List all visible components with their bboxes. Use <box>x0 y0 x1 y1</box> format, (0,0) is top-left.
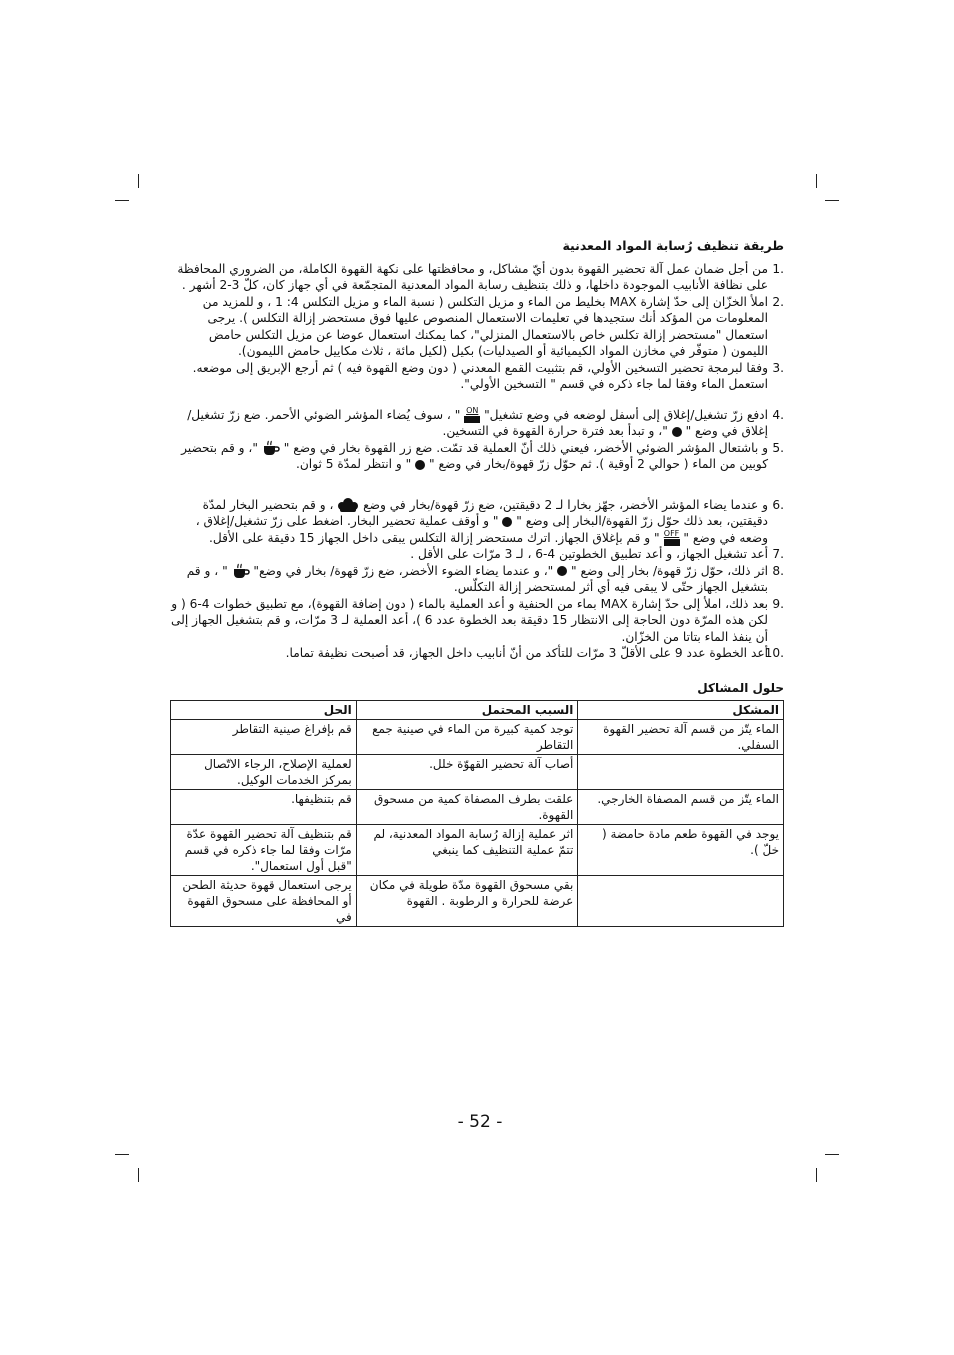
step-9 <box>170 596 784 646</box>
step-text <box>170 563 768 596</box>
step-text: املأ الخزّان إلى حدّ إشارة MAX بخليط من الماء و مزيل التكلس ( نسبة الماء و مزيل التكلس 4: 1 ، و للمزيد من المعلومات من المؤكد أنك ستجيدها في تعليمات الاستعمال المنصوص عليها فوق مستحضر إزالة التكلس ). يرجى استعمال "مستحضر إزالة تكلس خاص بالاستعمال المنزلي"، كما يمكنك استعمال عوضا عن مزيل التكلس حامض الليمون ( متوفّر في مخازن المواد الكيميائية أو الصيدليات) بكيل (لكيل مائة ، ثلاث مكاييل حامض الليمون). <box>202 294 768 358</box>
header-solution: الحل <box>171 701 357 720</box>
step-number: 10. <box>764 646 784 660</box>
step-text: من أجل ضمان عمل آلة تحضير القهوة بدون أيّ مشاكل، و محافظتها على نكهة القهوة الكاملة، من الضروري المحافظة على نظافة الأنابيب الموجودة داخلها، و ذلك بتنظيف رسابة المواد المعدنية المتجمّعة في أي جهاز كان، كلّ 3-2 أشهر . <box>177 261 768 292</box>
step-4 <box>170 407 784 440</box>
table-row <box>171 755 784 790</box>
step-text-part: "، و قم بتحضير كوبين من الماء ( حوالي 2 أوقية ). ثم حوّل زرّ قهوة/بخار في وضع " <box>181 440 768 471</box>
step-text-part: ادفع زرّ تشغيل/إغلاق إلى أسفل لوضعه في وضع تشغيل" <box>484 407 768 422</box>
on-switch-icon <box>464 407 480 423</box>
table-row <box>171 825 784 876</box>
cell-problem: الماء يتّز من قسم آلة تحضير القهوة السفلي. <box>578 720 784 755</box>
step-8 <box>170 563 784 596</box>
step-text-part: و باشتعال المؤشر الضوئي الأخضر، فيعني ذلك أنّ العملية قد تمّت. ضع زر القهوة بخار في وضع " <box>283 440 768 455</box>
step-number: 6. <box>772 497 784 512</box>
step-text: أعد الخطوة عدد 9 على الأقلّ 3 مرّات للتأكد من أنّ أنابيب داخل الجهاز، قد أصبحت نظيفة تماما. <box>285 646 768 660</box>
step-text <box>170 407 768 440</box>
cell-solution: لعملية الإصلاح، الرجاء الاتّصال بمركز الخدمات الوكيل. <box>171 755 357 790</box>
cell-problem <box>578 876 784 927</box>
dot-icon <box>415 460 425 470</box>
step-text: بعد ذلك، املأ إلى حدّ إشارة MAX بماء من الحنفية و أعد العملية بالماء ( دون إضافة القهوة)، مع تطبيق خطوات 4-6 ( و لكن هذه المرّة دون الحاجة إلى الانتظار 15 دقيقة بعد الخطوة عدد 6 )، أعد العملية لـ 3 مرّات، و قم بتشغيل الجهاز إلى أن ينفذ الماء بتاتا من الخزّان. <box>170 596 768 644</box>
cell-solution: قم بتنظيف آلة تحضير القهوة عدّة مرّات وفقا لما جاء ذكره في قسم "قبل أول استعمال". <box>171 825 357 876</box>
crop-mark <box>115 1154 129 1155</box>
step-3 <box>170 360 784 393</box>
cell-problem <box>578 755 784 790</box>
step-number: 4. <box>772 407 784 422</box>
step-7 <box>170 546 784 563</box>
step-5 <box>170 440 784 473</box>
troubleshooting-title: حلول المشاكل <box>697 680 784 695</box>
table-header-row <box>171 701 784 720</box>
cell-solution: قم بتنظيفها. <box>171 790 357 825</box>
header-problem: المشكل <box>578 701 784 720</box>
steam-icon <box>337 497 359 513</box>
step-text-part: "، و تبدأ بعد فترة حرارة القهوة في التسخين. <box>442 424 668 438</box>
step-number: 3. <box>772 360 784 375</box>
step-number: 7. <box>772 547 784 561</box>
step-number: 2. <box>772 294 784 309</box>
step-2 <box>170 294 784 360</box>
step-text-part: " ، و قم بتشغيل الجهاز حتّى لا يبقى فيه أي أثر لمستحضر إزالة التكلّس. <box>186 563 768 594</box>
crop-mark <box>138 174 139 188</box>
step-text <box>170 497 768 547</box>
crop-mark <box>825 1154 839 1155</box>
cell-problem: يوجد في القهوة طعم مادة حامضة ( خلّ ). <box>578 825 784 876</box>
on-label: ON <box>466 406 479 415</box>
off-label: OFF <box>663 529 680 538</box>
step-number: 8. <box>772 563 784 578</box>
step-text-part: " و قم بإغلاق الجهاز. اترك مستحضر إزالة التكلس يبقى داخل الجهاز 15 دقيقة على الأقل. <box>209 530 660 545</box>
dot-icon <box>672 427 682 437</box>
cell-problem: الماء يتّز من قسم المصفاة الخارجي. <box>578 790 784 825</box>
document-body <box>170 238 784 927</box>
step-number: 9. <box>772 596 784 611</box>
crop-mark <box>138 1168 139 1182</box>
crop-mark <box>115 200 129 201</box>
step-text-part: "، و عندما يضاء الضوء الأخضر، ضع زرّ قهوة/ بخار في وضع" <box>253 563 554 578</box>
header-cause: السبب المحتمل <box>356 701 578 720</box>
section-title: طريقة تنظيف رُسابة المواد المعدنية <box>562 238 784 253</box>
step-6 <box>170 497 784 547</box>
table-row <box>171 876 784 927</box>
step-text-part: " و انتظر لمدّة 5 ثوان. <box>295 457 412 471</box>
coffee-cup-icon <box>232 563 250 579</box>
step-number: 5. <box>772 440 784 455</box>
crop-mark <box>825 200 839 201</box>
cell-cause: أصاب آلة تحضير القهوّة خلل. <box>356 755 578 790</box>
cell-solution: قم بإفراغ صينية التقاطر <box>171 720 357 755</box>
cell-cause: توجد كمية كبيرة من الماء في صينية جمع التقاطر <box>356 720 578 755</box>
step-number: 1. <box>772 261 784 276</box>
steps-list <box>170 261 784 662</box>
off-switch-icon <box>664 530 680 546</box>
troubleshooting-table <box>170 700 784 927</box>
step-text: أعد تشغيل الجهاز، و أعد تطبيق الخطوتين 4-6 ، لـ 3 مرّات على الأقل . <box>410 547 768 561</box>
step-text-part: و عندما يضاء المؤشر الأخضر، جهّز بخارا لـ 2 دقيقتين، ضع زرّ قهوة/بخار في وضع <box>363 497 768 512</box>
cell-cause: علقت بطرف المصفاة كمية من مسحوق القهوة. <box>356 790 578 825</box>
dot-icon <box>557 566 567 576</box>
cell-solution: يرجى استعمال قهوة حديثة الطحن أو المحافظة على مسحوق القهوة في <box>171 876 357 927</box>
step-text-part: " ، سوف يُضاء المؤشر الضوئي الأحمر. ضع زرّ تشغيل/إغلاق في وضع " <box>187 407 768 438</box>
cell-cause: بقي مسحوق القهوة مدّة طويلة في مكان عرضة للحرارة و الرطوبة . القهوة <box>356 876 578 927</box>
step-10 <box>170 645 784 662</box>
table-row <box>171 790 784 825</box>
step-text-part: " و أوقف عملية تحضير البخار. اضغط على زرّ تشغيل/إغلاق ، وضعه في وضع " <box>195 514 768 545</box>
step-text: وفقا لبرمجة تحضير التسخين الأولي، قم بتثبيت القمع المعدني ( دون وضع القهوة فيه ) ثم أرجع الإبريق إلى موضعه. استعمل الماء وفقا لما جاء ذكره في قسم " التسخين الأولي". <box>192 360 768 391</box>
crop-mark <box>816 1168 817 1182</box>
step-text-part: ، و قم بتحضير البخار لمدّة دقيقتين، بعد ذلك حوّل زرّ القهوة/البخار إلى وضع " <box>202 497 768 528</box>
coffee-cup-icon <box>262 440 280 456</box>
step-text-part: اثر ذلك، حوّل زرّ قهوة/ بخار إلى وضع " <box>571 563 768 578</box>
page-number: - 52 - <box>457 1112 503 1132</box>
dot-icon <box>502 517 512 527</box>
step-1 <box>170 261 784 294</box>
cell-cause: اثر عملية إزالة رُسابة المواد المعدنية، لم تتمّ عملية التنظيف كما ينبغي <box>356 825 578 876</box>
step-text <box>170 440 768 473</box>
crop-mark <box>816 174 817 188</box>
table-row <box>171 720 784 755</box>
